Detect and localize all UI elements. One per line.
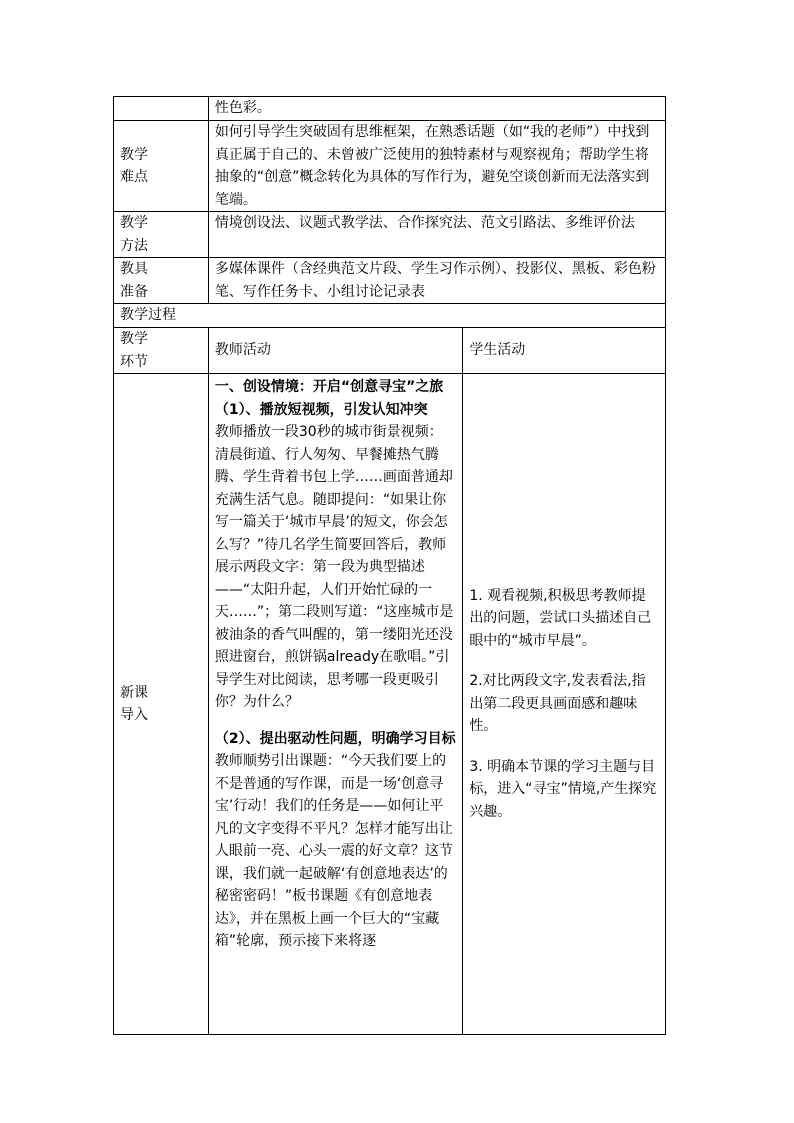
- intro-sub2-text: 教师顺势引出课题：“今天我们要上的不是普通的写作课，而是一场‘创意寻宝’行动！我们的任务是——如何让平凡的文字变得不平凡？怎样才能写出让人眼前一亮、心头一震的好文章？这节课，我们就一起破解‘有创意地表达’的秘密密码！”板书课题《有创意地表达》，并在黑板上画一个巨大的“宝藏箱”轮廓，预示接下来将逐: [214, 753, 453, 949]
- tools-row: [114, 258, 666, 304]
- student-spacer-1: [469, 652, 659, 670]
- intro-row: [114, 374, 666, 1035]
- methods-label-line1: 教学: [120, 215, 148, 231]
- difficulty-label-line1: 教学: [120, 146, 148, 163]
- methods-content: 情境创设法、议题式教学法、合作探究法、范文引路法、多维评价法: [208, 212, 665, 258]
- intro-heading: 一、创设情境：开启“创意寻宝”之旅: [214, 379, 444, 395]
- continuation-row: [114, 97, 666, 121]
- tools-content: 多媒体课件（含经典范文片段、学生习作示例）、投影仪、黑板、彩色粉笔、写作任务卡、小组讨论记录表: [208, 258, 665, 304]
- stage-header-row: [114, 328, 666, 374]
- intro-sub1-text: 教师播放一段30秒的城市街景视频：清晨街道、行人匆匆、早餐摊热气腾腾、学生背着书包上学……画面普通却充满生活气息。随即提问：“如果让你写一篇关于‘城市早晨’的短文，你会怎么写？”待几名学生简要回答后，教师展示两段文字：第一段为典型描述——“太阳升起，人们开始忙碌的一天……”；第二段则写道：“这座城市是被油条的香气叫醒的，第一缕阳光还没照进窗台，煎饼锅already在歌唱。”引导学生对比阅读，思考哪一段更吸引你？为什么？: [214, 424, 454, 710]
- intro-teacher-activity: [208, 374, 462, 1035]
- student-item-2: 2.对比两段文字,发表看法,指出第二段更具画面感和趣味性。: [469, 673, 646, 735]
- lesson-plan-table: [113, 96, 666, 1035]
- stage-header-label: [114, 328, 209, 374]
- student-item-1: 1. 观看视频,积极思考教师提出的问题，尝试口头描述自己眼中的“城市早晨”。: [469, 587, 652, 649]
- tools-label-line2: 准备: [120, 283, 148, 300]
- methods-label-line2: 方法: [120, 237, 148, 254]
- process-header: 教学过程: [114, 304, 666, 328]
- stage-header-line1: 教学: [120, 331, 148, 347]
- difficulty-row: [114, 121, 666, 212]
- intro-sub1-title: （1）、播放短视频，引发认知冲突: [214, 401, 428, 418]
- intro-label-line1: 新课: [120, 684, 148, 701]
- intro-spacer: [215, 714, 456, 728]
- student-spacer-2: [469, 738, 659, 756]
- difficulty-content: 如何引导学生突破固有思维框架，在熟悉话题（如“我的老师”）中找到真正属于自己的、未曾被广泛使用的独特素材与观察视角；帮助学生将抽象的“创意”概念转化为具体的写作行为，避免空谈创新而无法落实到笔端。: [208, 121, 665, 212]
- student-item-3: 3. 明确本节课的学习主题与目标，进入“寻宝”情境,产生探究兴趣。: [469, 758, 657, 820]
- intro-label-line2: 导入: [120, 707, 148, 723]
- stage-header-line2: 环节: [120, 353, 148, 370]
- tools-label: [114, 258, 209, 304]
- intro-sub2-title: （2）、提出驱动性问题，明确学习目标: [214, 730, 456, 747]
- difficulty-label: [114, 121, 209, 212]
- continuation-content: 性色彩。: [208, 97, 665, 121]
- intro-label: [114, 374, 209, 1035]
- student-activity-header: 学生活动: [463, 328, 666, 374]
- methods-label: [114, 212, 209, 258]
- tools-label-line1: 教具: [120, 261, 148, 277]
- continuation-label-cell: [114, 97, 209, 121]
- methods-row: [114, 212, 666, 258]
- process-header-row: [114, 304, 666, 328]
- difficulty-label-line2: 难点: [120, 169, 148, 185]
- intro-student-activity: [463, 374, 666, 1035]
- teacher-activity-header: 教师活动: [208, 328, 462, 374]
